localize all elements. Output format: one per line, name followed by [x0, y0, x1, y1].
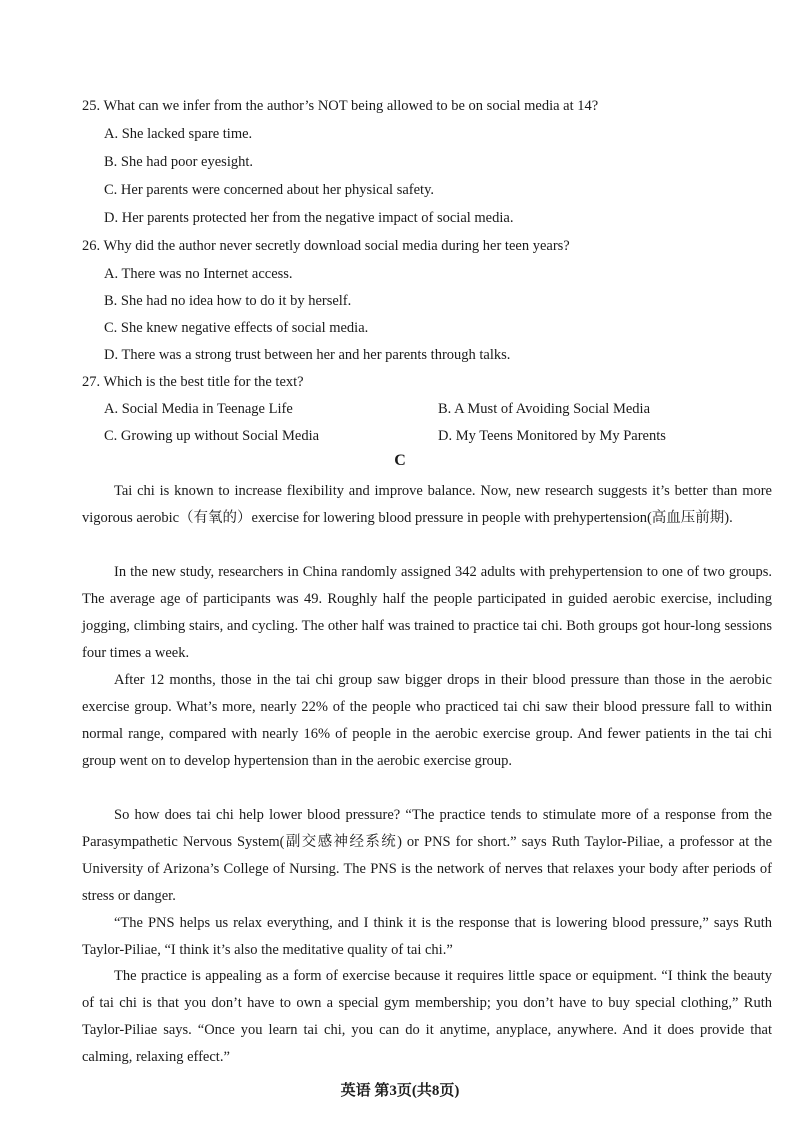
passage-paragraph	[82, 910, 772, 964]
question-27-option-d: D. My Teens Monitored by My Parents	[438, 428, 666, 444]
question-26-option-b: B. She had no idea how to do it by herself.	[104, 293, 352, 309]
passage-paragraph	[82, 478, 772, 532]
question-26-option-c: C. She knew negative effects of social media.	[104, 320, 369, 336]
question-27-option-a: A. Social Media in Teenage Life	[104, 401, 293, 417]
paragraph-text: Tai chi is known to increase flexibility and improve balance. Now, new research suggests it’s better than more vigorous aerobic（有氧的）exercise for lowering blood pressure in people with prehypertension(高血压前期).	[82, 483, 772, 526]
question-27-option-c: C. Growing up without Social Media	[104, 428, 320, 444]
paragraph-text: In the new study, researchers in China randomly assigned 342 adults with prehypertension to one of two groups. The average age of participants was 49. Roughly half the people participated in guided aerobic exercise, including jogging, climbing stairs, and cycling. The other half was trained to practice tai chi. Both groups got hour-long sessions four times a week.	[82, 564, 772, 661]
paragraph-text: The practice is appealing as a form of exercise because it requires little space or equipment. “I think the beauty of tai chi is that you don’t have to own a special gym membership; you don’t have to buy special clothing,” Ruth Taylor-Piliae says. “Once you learn tai chi, you can do it anytime, anyplace, anywhere. And it does provide that calming, relaxing effect.”	[82, 968, 772, 1065]
passage-paragraph	[82, 667, 772, 775]
paragraph-text: After 12 months, those in the tai chi group saw bigger drops in their blood pressure than those in the aerobic exercise group. What’s more, nearly 22% of the people who practiced tai chi saw their blood pressure fall to within normal range, compared with nearly 16% of people in the aerobic exercise group. And fewer patients in the tai chi group went on to develop hypertension than in the aerobic exercise group.	[82, 672, 772, 769]
question-25-option-d: D. Her parents protected her from the negative impact of social media.	[104, 210, 514, 226]
page-footer: 英语 第3页(共8页)	[340, 1083, 460, 1099]
passage-paragraph	[82, 802, 772, 910]
passage-paragraph	[82, 963, 772, 1071]
paragraph-text: So how does tai chi help lower blood pressure? “The practice tends to stimulate more of a response from the Parasympathetic Nervous System(副交感神经系统) or PNS for short.” says Ruth Taylor-Piliae, a professor at the University of Arizona’s College of Nursing. The PNS is the network of nerves that relaxes your body after periods of stress or danger.	[82, 807, 772, 904]
question-27-stem: 27. Which is the best title for the text?	[82, 374, 304, 390]
question-27-option-b: B. A Must of Avoiding Social Media	[438, 401, 650, 417]
question-25-option-b: B. She had poor eyesight.	[104, 154, 254, 170]
section-label: C	[394, 452, 406, 469]
question-25-option-a: A. She lacked spare time.	[104, 126, 253, 142]
question-25-option-c: C. Her parents were concerned about her physical safety.	[104, 182, 435, 198]
question-26-option-a: A. There was no Internet access.	[104, 266, 293, 282]
passage-paragraph	[82, 559, 772, 667]
question-26-option-d: D. There was a strong trust between her and her parents through talks.	[104, 347, 511, 363]
question-25-stem: 25. What can we infer from the author’s NOT being allowed to be on social media at 14?	[82, 98, 599, 114]
question-26-stem: 26. Why did the author never secretly download social media during her teen years?	[82, 238, 570, 254]
paragraph-text: “The PNS helps us relax everything, and I think it is the response that is lowering blood pressure,” says Ruth Taylor-Piliae, “I think it’s also the meditative quality of tai chi.”	[82, 915, 772, 958]
